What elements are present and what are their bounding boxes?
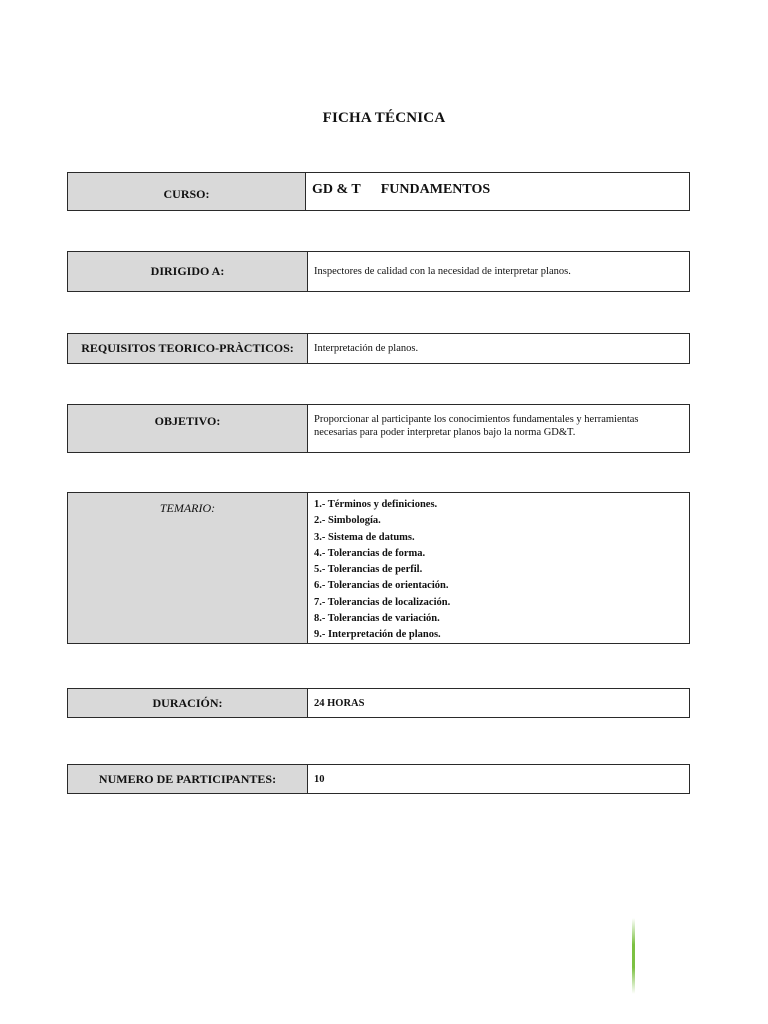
temario-list-container bbox=[308, 493, 689, 643]
requisitos-row bbox=[67, 333, 690, 364]
objetivo-value: Proporcionar al participante los conocimientos fundamentales y herramientas necesarias para poder interpretar planos bajo la norma GD&T. bbox=[314, 414, 639, 438]
dirigido-row bbox=[67, 251, 690, 292]
temario-item: 6.- Tolerancias de orientación. bbox=[314, 580, 449, 592]
temario-item: 2.- Simbología. bbox=[314, 515, 381, 527]
curso-label: CURSO: bbox=[68, 173, 306, 210]
duracion-value: 24 HORAS bbox=[314, 697, 365, 709]
dirigido-label: DIRIGIDO A: bbox=[68, 252, 308, 291]
temario-row bbox=[67, 492, 690, 644]
page-title: FICHA TÉCNICA bbox=[322, 110, 446, 126]
temario-list bbox=[314, 497, 683, 644]
duracion-row bbox=[67, 688, 690, 718]
participantes-label: NUMERO DE PARTICIPANTES: bbox=[68, 765, 308, 793]
duracion-label: DURACIÓN: bbox=[68, 689, 308, 717]
objetivo-label: OBJETIVO: bbox=[68, 405, 308, 452]
temario-item: 7.- Tolerancias de localización. bbox=[314, 596, 451, 608]
objetivo-row bbox=[67, 404, 690, 453]
decorative-green-line bbox=[632, 918, 635, 994]
curso-value-part1: GD & T bbox=[312, 182, 361, 197]
curso-value-part2: FUNDAMENTOS bbox=[380, 182, 491, 197]
curso-value bbox=[306, 173, 689, 210]
temario-item: 9.- Interpretación de planos. bbox=[314, 629, 441, 641]
temario-item: 8.- Tolerancias de variación. bbox=[314, 613, 440, 625]
temario-item: 1.- Términos y definiciones. bbox=[314, 499, 438, 510]
temario-item: 5.- Tolerancias de perfil. bbox=[314, 564, 423, 576]
requisitos-value: Interpretación de planos. bbox=[314, 343, 419, 354]
requisitos-label: REQUISITOS TEORICO-PRÀCTICOS: bbox=[68, 334, 308, 363]
dirigido-value: Inspectores de calidad con la necesidad de interpretar planos. bbox=[314, 266, 571, 277]
temario-label: TEMARIO: bbox=[68, 493, 308, 643]
temario-item: 3.- Sistema de datums. bbox=[314, 531, 415, 543]
participantes-value: 10 bbox=[314, 773, 325, 785]
participantes-row bbox=[67, 764, 690, 794]
temario-item: 4.- Tolerancias de forma. bbox=[314, 547, 426, 559]
curso-row bbox=[67, 172, 690, 211]
